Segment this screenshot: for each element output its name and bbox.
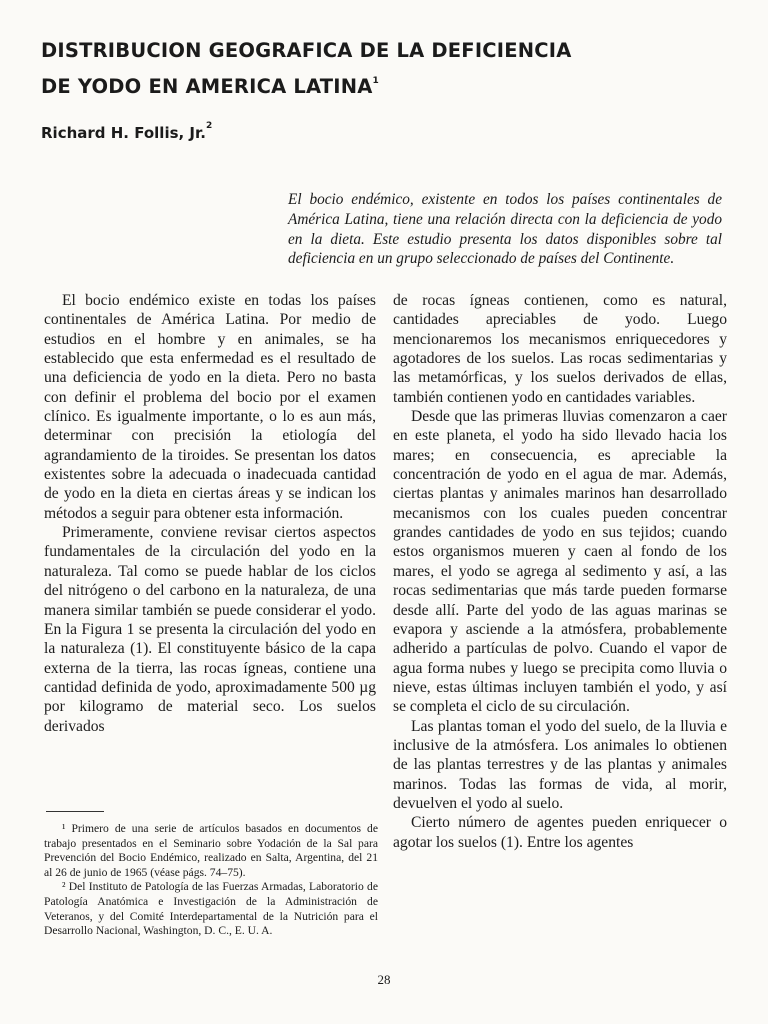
body-paragraph: Desde que las primeras lluvias comenzaron a caer en este planeta, el yodo ha sido llevado hacia los mares; en consecuencia, es apreciable la concentración de yodo en el agua de mar. Además, ciertas plantas y animales marinos han desarrollado mecanismos con los cuales pueden concentrar grandes cantidades de yodo en sus tejidos; cuando estos organismos mueren y caen al fondo de los mares, el yodo se agrega al sedimento y así, a las rocas sedimentarias que más tarde pueden formarse desde allí. Parte del yodo de las aguas marinas se evapora y asciende a la atmósfera, probablemente adherido a partículas de polvo. Cuando el vapor de agua forma nubes y luego se precipita como lluvia o nieve, estas últimas incluyen también el yodo, y así se completa el ciclo de su circulación.	[393, 408, 727, 716]
page-number: 28	[377, 972, 391, 987]
article-title	[41, 35, 661, 102]
body-paragraph: Primeramente, conviene revisar ciertos aspectos fundamentales de la circulación del yodo en la naturaleza. Tal como se puede hablar de los ciclos del nitrógeno o del carbono en la naturaleza, de una manera similar también se puede considerar el yodo. En la Figura 1 se presenta la circulación del yodo en la naturaleza (1). El constituyente básico de la capa externa de la tierra, las rocas ígneas, contiene una cantidad definida de yodo, aproximadamente 500 µg por kilogramo de material seco. Los suelos derivados	[44, 524, 376, 735]
body-column-left	[44, 291, 376, 736]
footnotes	[44, 822, 378, 939]
article-title-line-1: DISTRIBUCION GEOGRAFICA DE LA DEFICIENCIA	[41, 39, 572, 62]
body-paragraph: de rocas ígneas contienen, como es natural, cantidades apreciables de yodo. Luego mencionaremos los mecanismos enriquecedores y agotadores de los suelos. Las rocas sedimentarias y las metamórficas, y los suelos derivados de ellas, también contienen yodo en cantidades variables.	[393, 292, 727, 406]
article-title-line-2: DE YODO EN AMERICA LATINA	[41, 75, 373, 98]
body-paragraph: Las plantas toman el yodo del suelo, de la lluvia e inclusive de la atmósfera. Los animales lo obtienen de las plantas terrestres y de las plantas y animales marinos. Todas las formas de vida, al morir, devuelven el yodo al suelo.	[393, 717, 727, 812]
author-name: Richard H. Follis, Jr.	[41, 124, 206, 142]
body-column-right	[393, 291, 727, 852]
footnote-2: ² Del Instituto de Patología de las Fuerzas Armadas, Laboratorio de Patología Anatómica e Investigación de la Administración de Veteranos, y del Comité Interdepartamental de la Nutrición para el Desarrollo Nacional, Washington, D. C., E. U. A.	[44, 880, 378, 938]
abstract: El bocio endémico, existente en todos los países continentales de América Latina, tiene una relación directa con la deficiencia de yodo en la dieta. Este estudio presenta los datos disponibles sobre tal deficiencia en un grupo seleccionado de países del Continente.	[288, 191, 722, 268]
footnote-divider	[46, 811, 104, 812]
body-paragraph: El bocio endémico existe en todas los países continentales de América Latina. Por medio de estudios en el hombre y en animales, se ha establecido que esta enfermedad es el resultado de una deficiencia de yodo en la dieta. Pero no basta con definir el problema del bocio por el examen clínico. Es igualmente importante, o lo es aun más, determinar con precisión la etiología del agrandamiento de la tiroides. Se presentan los datos existentes sobre la adecuada o inadecuada cantidad de yodo en la dieta en ciertas áreas y se indican los métodos a seguir para obtener esta información.	[44, 292, 376, 522]
footnote-1: ¹ Primero de una serie de artículos basados en documentos de trabajo presentados en el Seminario sobre Yodación de la Sal para Prevención del Bocio Endémico, realizado en Salta, Argentina, del 21 al 26 de junio de 1965 (véase págs. 74–75).	[44, 822, 378, 879]
author-byline	[41, 121, 212, 142]
title-footnote-marker[interactable]: 1	[372, 76, 379, 86]
body-paragraph: Cierto número de agentes pueden enriquecer o agotar los suelos (1). Entre los agentes	[393, 814, 727, 851]
author-footnote-marker[interactable]: 2	[205, 121, 213, 131]
